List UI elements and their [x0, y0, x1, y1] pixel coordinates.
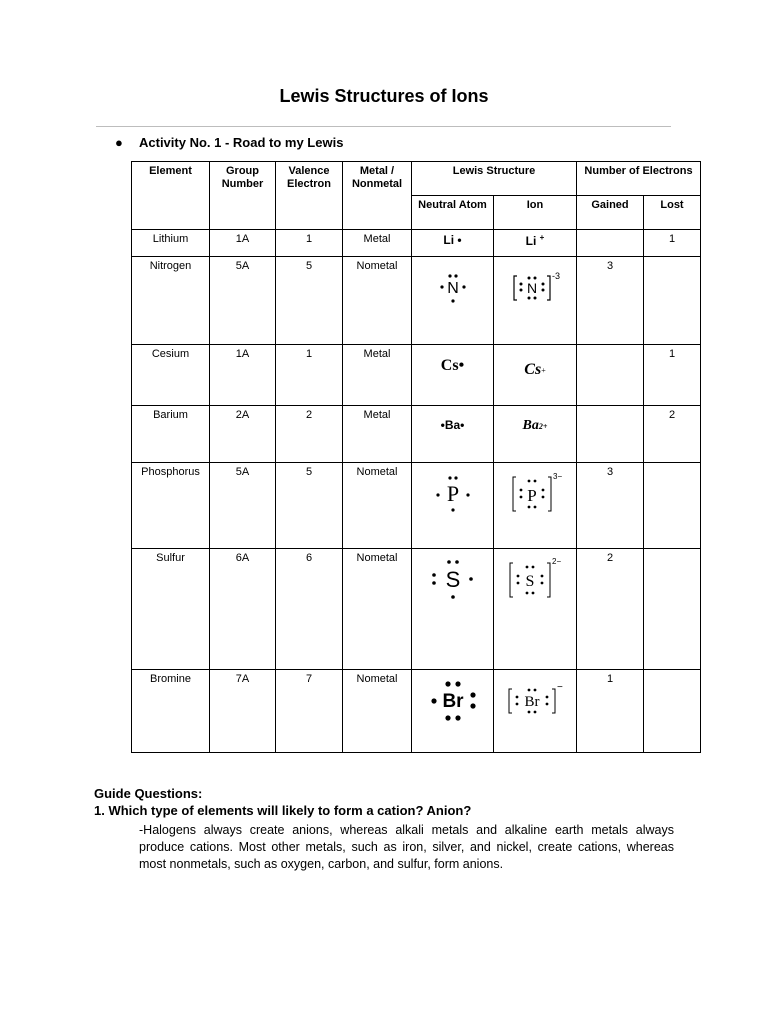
- cell-ion: [494, 406, 577, 463]
- cell-gained: [577, 230, 644, 257]
- cell-valence: 1: [276, 230, 343, 257]
- ion-charge: 2−: [552, 557, 562, 566]
- cell-neutral-atom: [412, 670, 494, 753]
- ion-symbol: Br: [524, 694, 540, 710]
- question-1: 1. Which type of elements will likely to form a cation? Anion?: [94, 803, 472, 818]
- cell-type: Metal: [343, 230, 412, 257]
- cell-neutral-atom: [412, 463, 494, 549]
- cell-element: Sulfur: [132, 549, 210, 670]
- ion-symbol: S: [525, 573, 535, 590]
- cell-lost: 1: [644, 345, 701, 406]
- cell-type: Metal: [343, 406, 412, 463]
- element-symbol: P: [446, 481, 459, 506]
- cell-element: Lithium: [132, 230, 210, 257]
- table-row: [132, 345, 701, 406]
- ion-symbol: Li: [525, 234, 537, 248]
- cell-ion: [494, 257, 577, 345]
- cell-gained: 1: [577, 670, 644, 753]
- lewis-structure-table: [131, 161, 701, 753]
- activity-label: Activity No. 1 - Road to my Lewis: [139, 135, 344, 150]
- header-lewis-structure: Lewis Structure: [412, 162, 577, 196]
- ion-symbol: Ba: [522, 418, 539, 433]
- cell-group: 1A: [210, 345, 276, 406]
- lewis-ion-diagram: [500, 463, 570, 523]
- cell-group: 7A: [210, 670, 276, 753]
- cell-lost: [644, 549, 701, 670]
- ion-symbol: P: [527, 486, 537, 505]
- cell-lost: [644, 670, 701, 753]
- cell-valence: 7: [276, 670, 343, 753]
- answer-1: -Halogens always create anions, whereas alkali metals and alkaline earth metals always produce cations. Most other metals, such as iron, silver, and nickel, create cations, whereas most nonmetals, such as oxygen, carbon, and sulfur, form anions.: [139, 823, 674, 871]
- element-symbol: N: [446, 280, 459, 297]
- cell-element: Nitrogen: [132, 257, 210, 345]
- cell-ion: [494, 463, 577, 549]
- cell-valence: 5: [276, 257, 343, 345]
- cell-gained: [577, 406, 644, 463]
- lewis-ion-diagram: [497, 549, 573, 609]
- lewis-dot-diagram: [423, 257, 483, 317]
- cell-lost: 1: [644, 230, 701, 257]
- cell-neutral-atom: Li •: [412, 230, 494, 257]
- cell-element: Bromine: [132, 670, 210, 753]
- cell-group: 5A: [210, 257, 276, 345]
- cell-group: 1A: [210, 230, 276, 257]
- ion-charge: +: [541, 365, 546, 375]
- header-neutral-atom: Neutral Atom: [412, 196, 494, 230]
- table-row: [132, 406, 701, 463]
- element-symbol: Br: [441, 691, 464, 712]
- cell-type: Nometal: [343, 257, 412, 345]
- header-ion: Ion: [494, 196, 577, 230]
- cell-type: Nometal: [343, 549, 412, 670]
- cell-neutral-atom: [412, 345, 494, 406]
- cell-element: Cesium: [132, 345, 210, 406]
- ion-charge: -3: [552, 271, 561, 281]
- cell-lost: 2: [644, 406, 701, 463]
- lewis-dot-diagram: [421, 670, 485, 730]
- ion-charge: −: [557, 682, 563, 693]
- activity-heading: [115, 135, 343, 150]
- lewis-ion-diagram: [500, 257, 570, 317]
- neutral-atom-symbol: •Ba•: [440, 418, 465, 432]
- cell-valence: 2: [276, 406, 343, 463]
- cell-neutral-atom: [412, 406, 494, 463]
- lewis-dot-diagram: [423, 463, 483, 523]
- cell-ion: [494, 345, 577, 406]
- cell-ion: [494, 549, 577, 670]
- ion-symbol: Cs: [524, 361, 542, 378]
- cell-group: 6A: [210, 549, 276, 670]
- cell-ion: [494, 670, 577, 753]
- cell-valence: 6: [276, 549, 343, 670]
- cell-lost: [644, 257, 701, 345]
- table-row: [132, 670, 701, 753]
- ion-charge: 2+: [538, 421, 548, 431]
- header-gained: Gained: [577, 196, 644, 230]
- table-row: [132, 230, 701, 257]
- guide-title: Guide Questions:: [94, 786, 203, 801]
- header-lost: Lost: [644, 196, 701, 230]
- cell-gained: 3: [577, 463, 644, 549]
- cell-ion: [494, 230, 577, 257]
- cell-type: Nometal: [343, 670, 412, 753]
- header-element: Element: [132, 162, 210, 230]
- cell-lost: [644, 463, 701, 549]
- page-title: Lewis Structures of Ions: [279, 86, 489, 106]
- guide-questions: [94, 786, 674, 873]
- header-valence-electron: Valence Electron: [276, 162, 343, 230]
- ion-charge: 3−: [553, 472, 563, 481]
- title-divider: [96, 126, 671, 127]
- cell-valence: 1: [276, 345, 343, 406]
- cell-gained: 2: [577, 549, 644, 670]
- table-row: [132, 463, 701, 549]
- header-metal-nonmetal: Metal / Nonmetal: [343, 162, 412, 230]
- cell-gained: [577, 345, 644, 406]
- cell-neutral-atom: [412, 549, 494, 670]
- table-row: [132, 549, 701, 670]
- table-row: [132, 257, 701, 345]
- cell-type: Metal: [343, 345, 412, 406]
- cell-group: 2A: [210, 406, 276, 463]
- lewis-ion-diagram: [497, 670, 573, 730]
- element-symbol: S: [445, 567, 460, 592]
- header-number-of-electrons: Number of Electrons: [577, 162, 701, 196]
- cell-type: Nometal: [343, 463, 412, 549]
- ion-symbol: N: [526, 280, 538, 296]
- cell-neutral-atom: [412, 257, 494, 345]
- cell-valence: 5: [276, 463, 343, 549]
- cell-gained: 3: [577, 257, 644, 345]
- header-group-number: Group Number: [210, 162, 276, 230]
- cell-element: Barium: [132, 406, 210, 463]
- bullet-icon: ●: [115, 135, 123, 150]
- neutral-atom-symbol: Cs•: [440, 357, 465, 374]
- cell-group: 5A: [210, 463, 276, 549]
- cell-element: Phosphorus: [132, 463, 210, 549]
- lewis-dot-diagram: [423, 549, 483, 609]
- ion-charge: +: [539, 233, 545, 242]
